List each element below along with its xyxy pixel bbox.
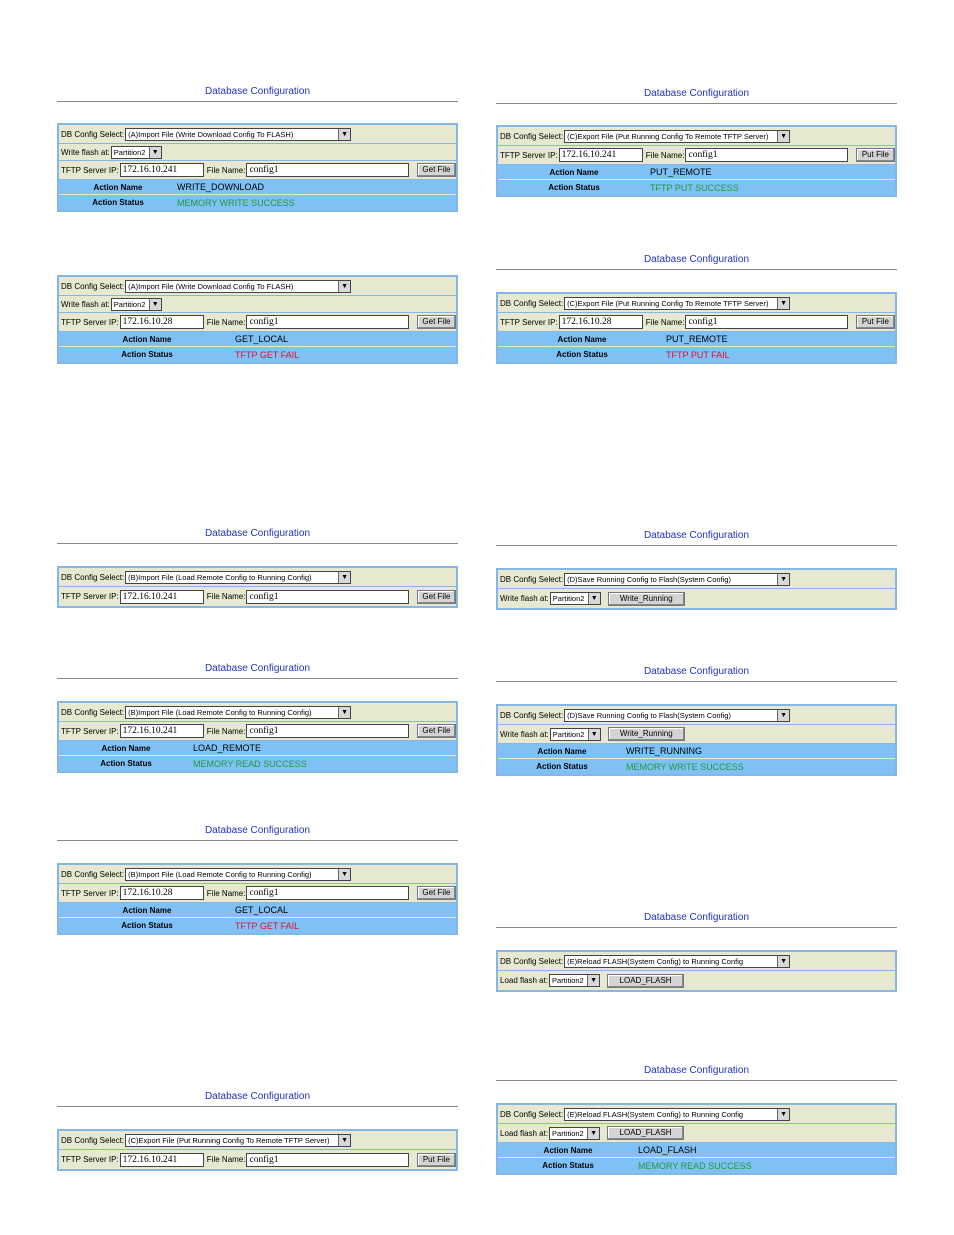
tftp-server-ip-input[interactable]: 172.16.10.28 [559,315,643,329]
config-form [496,568,897,610]
db-config-select-value: (D)Save Running Config to Flash(System Config) [567,574,731,584]
action-status-label: Action Status [548,183,600,192]
page-title: Database Configuration [204,1091,311,1102]
page-title: Database Configuration [204,86,311,97]
db-config-select-label: DB Config Select: [500,956,564,966]
action-name-row [498,332,895,347]
db-config-select-row [498,952,895,971]
chevron-down-icon[interactable]: ▼ [338,572,350,583]
config-form [496,125,897,197]
db-config-panel-c-fail [496,254,897,370]
page-title: Database Configuration [643,88,750,99]
file-name-input[interactable]: config1 [685,148,847,162]
file-name-input[interactable]: config1 [246,590,408,604]
page-title: Database Configuration [643,254,750,265]
action-status-row [59,347,456,362]
page-title: Database Configuration [643,912,750,923]
db-config-select[interactable] [125,571,351,584]
db-config-select[interactable] [125,1134,351,1147]
config-form [57,863,458,935]
db-config-select[interactable] [564,573,790,586]
tftp-server-ip-label: TFTP Server IP: [61,317,119,327]
load-flash-label: Load flash at: [500,1128,549,1138]
action-name-value: PUT_REMOTE [666,334,728,344]
chevron-down-icon[interactable]: ▼ [777,131,789,142]
put-file-button[interactable]: Put File [856,148,895,162]
config-form [496,1103,897,1175]
action-name-label: Action Name [557,334,607,344]
action-status-row [498,180,895,195]
file-name-input[interactable]: config1 [246,886,408,900]
file-name-input[interactable]: config1 [246,1153,408,1167]
action-name-row [59,332,456,347]
page-title: Database Configuration [643,530,750,541]
db-config-select-label: DB Config Select: [500,131,564,141]
action-status-row [498,1158,895,1173]
tftp-server-ip-input[interactable]: 172.16.10.241 [120,724,204,738]
action-status-value: MEMORY WRITE SUCCESS [177,197,295,208]
tftp-server-ip-input[interactable]: 172.16.10.241 [120,163,204,177]
file-name-input[interactable]: config1 [246,315,408,329]
load-flash-row [498,971,895,990]
config-form [57,275,458,364]
write-flash-label: Write flash at: [500,594,549,603]
db-config-select[interactable] [564,1108,790,1121]
tftp-row [59,884,456,903]
db-config-select[interactable] [125,280,351,293]
title-divider [496,927,897,928]
file-name-label: File Name: [206,317,246,327]
chevron-down-icon[interactable]: ▼ [338,1135,350,1146]
action-name-label: Action Name [122,334,172,344]
tftp-row [59,587,456,606]
config-form [57,1129,458,1171]
db-config-select[interactable] [564,709,790,722]
db-config-select[interactable] [564,955,790,968]
write-flash-select[interactable] [550,728,601,741]
write-flash-select[interactable] [550,592,601,605]
db-config-select-row [59,703,456,722]
action-name-value: PUT_REMOTE [650,167,712,177]
write-running-button[interactable]: Write_Running [608,727,685,741]
chevron-down-icon[interactable]: ▼ [777,1109,789,1120]
db-config-select-label: DB Config Select: [61,1135,125,1145]
title-divider [57,840,458,841]
action-status-value: MEMORY READ SUCCESS [193,758,307,769]
action-name-value: GET_LOCAL [235,905,289,915]
tftp-server-ip-input[interactable]: 172.16.10.241 [120,590,204,604]
action-name-value: LOAD_REMOTE [193,743,262,753]
db-config-panel-d-success [496,666,897,779]
action-name-row [498,744,895,759]
db-config-select-label: DB Config Select: [500,1109,564,1119]
file-name-label: File Name: [206,888,246,898]
write-flash-row [59,144,456,161]
db-config-panel-b-success [57,663,458,779]
file-name-label: File Name: [206,165,246,175]
action-status-label: Action Status [121,921,173,930]
write-flash-label: Write flash at: [61,299,110,309]
db-config-select-value: (E)Reload FLASH(System Config) to Running Config [567,1109,744,1119]
title-divider [496,1080,897,1081]
db-config-select-label: DB Config Select: [61,281,125,291]
chevron-down-icon[interactable]: ▼ [587,975,599,986]
tftp-server-ip-input[interactable]: 172.16.10.241 [120,1153,204,1167]
db-config-panel-c-success [496,88,897,203]
action-status-label: Action Status [542,1161,594,1170]
write-flash-select[interactable] [111,146,162,159]
db-config-panel-e-success [496,1065,897,1178]
db-config-select-label: DB Config Select: [500,298,564,308]
title-divider [57,543,458,544]
load-flash-label: Load flash at: [500,976,549,985]
title-divider [57,101,458,102]
db-config-select-label: DB Config Select: [500,574,564,584]
file-name-label: File Name: [206,726,246,736]
config-form [496,292,897,364]
get-file-button[interactable]: Get File [417,886,456,900]
db-config-select-label: DB Config Select: [61,707,125,717]
db-config-panel-a-success [57,86,458,216]
page-title: Database Configuration [643,666,750,677]
db-config-select-value: (C)Export File (Put Running Config To Remote TFTP Server) [567,131,769,141]
chevron-down-icon[interactable]: ▼ [338,281,350,292]
db-config-select[interactable] [125,706,351,719]
load-flash-row [498,1124,895,1143]
db-config-select-value: (B)Import File (Load Remote Config to Running Config) [128,707,312,717]
action-name-label: Action Name [537,746,587,756]
action-name-value: WRITE_RUNNING [626,746,702,756]
title-divider [496,545,897,546]
write-flash-select[interactable] [111,298,162,311]
db-config-select-row [59,277,456,296]
action-name-label: Action Name [101,743,151,753]
db-config-select-label: DB Config Select: [61,129,125,139]
tftp-server-ip-input[interactable]: 172.16.10.28 [120,886,204,900]
action-name-row [498,165,895,180]
put-file-button[interactable]: Put File [856,315,895,329]
tftp-server-ip-input[interactable]: 172.16.10.28 [120,315,204,329]
action-name-label: Action Name [543,1145,593,1155]
chevron-down-icon[interactable]: ▼ [777,956,789,967]
get-file-button[interactable]: Get File [417,163,456,177]
tftp-server-ip-label: TFTP Server IP: [61,1155,119,1164]
action-name-value: WRITE_DOWNLOAD [177,182,265,192]
page-title: Database Configuration [204,825,311,836]
tftp-row [498,146,895,165]
chevron-down-icon[interactable]: ▼ [149,147,161,158]
db-config-select[interactable] [125,128,351,141]
action-status-row [498,759,895,774]
chevron-down-icon[interactable]: ▼ [777,574,789,585]
db-config-select-row [59,1131,456,1150]
tftp-row [59,1150,456,1169]
db-config-select-row [59,865,456,884]
file-name-input[interactable]: config1 [685,315,847,329]
tftp-row [59,161,456,180]
db-config-panel-c [57,1091,458,1176]
db-config-select-label: DB Config Select: [61,869,125,879]
tftp-server-ip-label: TFTP Server IP: [500,150,558,160]
db-config-panel-b [57,528,458,613]
chevron-down-icon[interactable]: ▼ [588,729,600,740]
action-status-row [59,195,456,210]
load-flash-button[interactable]: LOAD_FLASH [607,1126,684,1140]
action-name-value: GET_LOCAL [235,334,289,344]
load-flash-select[interactable] [549,1127,600,1140]
tftp-row [59,722,456,741]
action-status-label: Action Status [121,350,173,359]
config-form [57,566,458,608]
chevron-down-icon[interactable]: ▼ [149,299,161,310]
file-name-label: File Name: [645,317,685,327]
action-status-label: Action Status [536,762,588,771]
action-status-label: Action Status [556,350,608,359]
db-config-select-value: (D)Save Running Config to Flash(System Config) [567,710,731,720]
db-config-select-label: DB Config Select: [500,710,564,720]
db-config-select-row [498,706,895,725]
chevron-down-icon[interactable]: ▼ [338,129,350,140]
tftp-server-ip-label: TFTP Server IP: [61,165,119,175]
db-config-select-value: (C)Export File (Put Running Config To Remote TFTP Server) [128,1135,330,1145]
action-name-row [498,1143,895,1158]
title-divider [57,678,458,679]
load-flash-button[interactable]: LOAD_FLASH [607,974,684,988]
tftp-server-ip-label: TFTP Server IP: [61,726,119,736]
write-running-button[interactable]: Write_Running [608,592,685,606]
page-title: Database Configuration [204,663,311,674]
title-divider [496,103,897,104]
action-status-row [59,756,456,771]
write-flash-label: Write flash at: [61,147,110,157]
title-divider [496,269,897,270]
db-config-select[interactable] [125,868,351,881]
db-config-select[interactable] [564,297,790,310]
action-name-label: Action Name [93,182,143,192]
db-config-select-value: (B)Import File (Load Remote Config to Running Config) [128,572,312,582]
action-name-label: Action Name [122,905,172,915]
load-flash-value: Partition2 [552,1128,584,1138]
action-name-row [59,180,456,195]
chevron-down-icon[interactable]: ▼ [588,593,600,604]
action-name-label: Action Name [549,167,599,177]
action-status-value: TFTP GET FAIL [235,920,300,931]
write-flash-label: Write flash at: [500,729,549,739]
file-name-input[interactable]: config1 [246,163,408,177]
config-form [57,123,458,212]
action-name-row [59,903,456,918]
file-name-label: File Name: [206,1155,246,1164]
tftp-row [59,313,456,332]
action-status-value: MEMORY WRITE SUCCESS [626,761,744,772]
action-status-value: TFTP GET FAIL [235,349,300,360]
config-form [496,950,897,992]
write-flash-value: Partition2 [552,729,585,739]
action-status-value: TFTP PUT FAIL [666,349,730,360]
action-status-label: Action Status [100,759,152,768]
page-title: Database Configuration [643,1065,750,1076]
tftp-row [498,313,895,332]
db-config-select-row [59,125,456,144]
db-config-select-label: DB Config Select: [61,572,125,582]
get-file-button[interactable]: Get File [417,590,456,604]
chevron-down-icon[interactable]: ▼ [338,869,350,880]
db-config-select-row [59,568,456,587]
action-status-value: TFTP PUT SUCCESS [650,182,739,193]
db-config-select[interactable] [564,130,790,143]
chevron-down-icon[interactable]: ▼ [338,707,350,718]
db-config-panel-e [496,912,897,994]
db-config-select-row [498,294,895,313]
title-divider [57,1106,458,1107]
action-name-value: LOAD_FLASH [638,1145,697,1155]
chevron-down-icon[interactable]: ▼ [777,298,789,309]
page-title: Database Configuration [204,528,311,539]
write-flash-value: Partition2 [552,594,585,603]
chevron-down-icon[interactable]: ▼ [587,1128,599,1139]
write-flash-row [498,589,895,608]
db-config-panel-d [496,530,897,612]
file-name-label: File Name: [645,150,685,160]
tftp-server-ip-label: TFTP Server IP: [61,592,119,601]
action-status-row [498,347,895,362]
config-form [496,704,897,776]
db-config-select-value: (E)Reload FLASH(System Config) to Running Config [567,956,744,966]
db-config-select-value: (A)Import File (Write Download Config To FLASH) [128,281,294,291]
write-flash-row [59,296,456,313]
db-config-panel-a-fail [57,275,458,370]
tftp-server-ip-label: TFTP Server IP: [500,317,558,327]
put-file-button[interactable]: Put File [417,1153,456,1167]
get-file-button[interactable]: Get File [417,724,456,738]
db-config-select-value: (B)Import File (Load Remote Config to Running Config) [128,869,312,879]
action-status-label: Action Status [92,198,144,207]
title-divider [496,681,897,682]
load-flash-select[interactable] [549,974,600,987]
db-config-panel-b-fail [57,825,458,941]
db-config-select-row [498,1105,895,1124]
tftp-server-ip-input[interactable]: 172.16.10.241 [559,148,643,162]
get-file-button[interactable]: Get File [417,315,456,329]
action-status-row [59,918,456,933]
write-flash-row [498,725,895,744]
db-config-select-row [498,570,895,589]
action-status-value: MEMORY READ SUCCESS [638,1160,752,1171]
db-config-select-row [498,127,895,146]
chevron-down-icon[interactable]: ▼ [777,710,789,721]
db-config-select-value: (C)Export File (Put Running Config To Remote TFTP Server) [567,298,769,308]
file-name-input[interactable]: config1 [246,724,408,738]
action-name-row [59,741,456,756]
config-form [57,701,458,773]
tftp-server-ip-label: TFTP Server IP: [61,888,119,898]
db-config-select-value: (A)Import File (Write Download Config To FLASH) [128,129,294,139]
write-flash-value: Partition2 [113,147,146,157]
load-flash-value: Partition2 [552,976,584,985]
file-name-label: File Name: [206,592,246,601]
write-flash-value: Partition2 [113,299,146,309]
